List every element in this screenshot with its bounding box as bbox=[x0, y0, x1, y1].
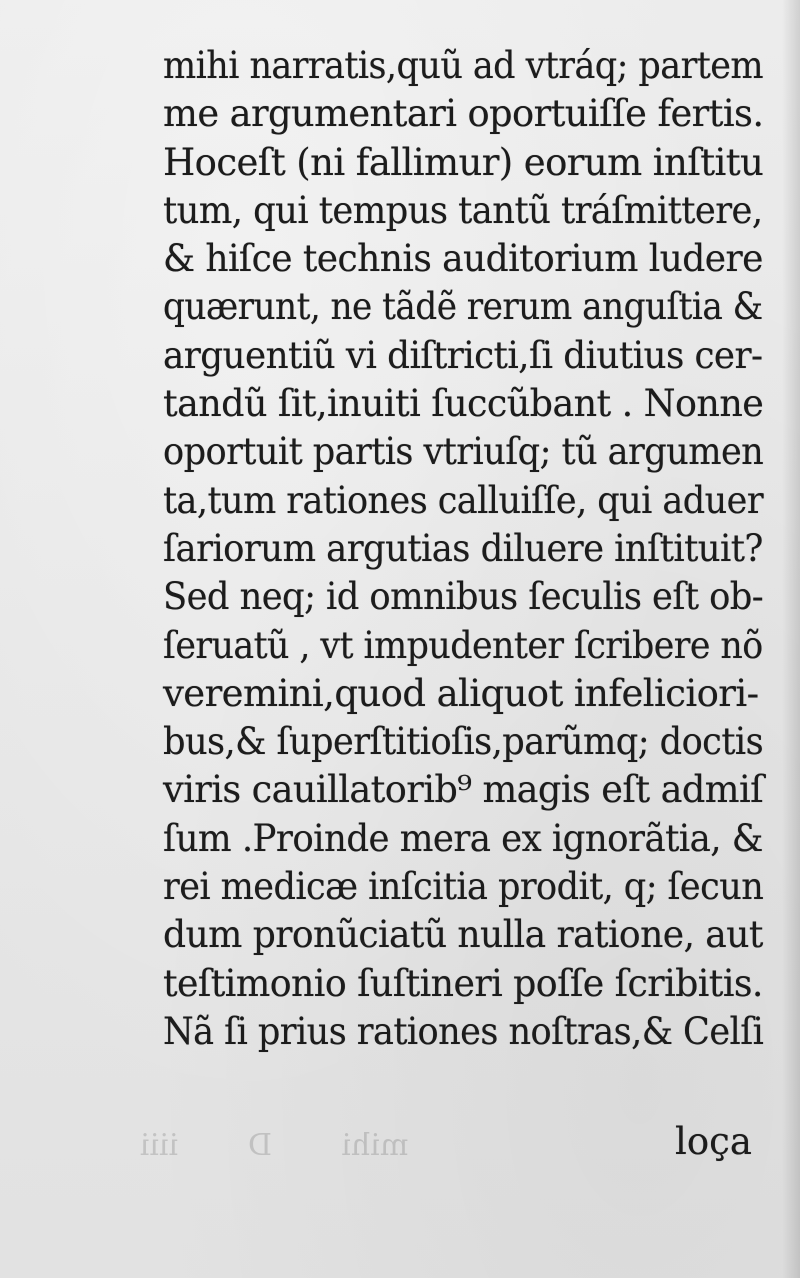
text-line: bus,& ſuperſtitioſis,parũmq; doctis bbox=[163, 720, 764, 764]
text-line: ſeruatũ , vt impudenter ſcribere nõ bbox=[163, 623, 763, 667]
text-line: quærunt, ne tãdẽ rerum anguſtia & bbox=[163, 285, 763, 329]
page-edge-shadow bbox=[782, 0, 800, 1278]
text-line: me argumentari oportuiſſe fertis. bbox=[163, 92, 764, 136]
text-line: dum pronũciatũ nulla ratione, aut bbox=[163, 913, 763, 957]
text-line: Nã ſi prius rationes noſtras,& Celſi bbox=[163, 1009, 764, 1053]
text-line: arguentiũ vi diſtricti,ſi diutius cer- bbox=[163, 333, 763, 377]
text-line: ta,tum rationes calluiſſe, qui aduer bbox=[163, 478, 764, 522]
text-line: viris cauillatorib⁹ magis eſt admiſ bbox=[163, 768, 764, 812]
text-line: rei medicæ inſcitia prodit, q; ſecun bbox=[163, 865, 764, 909]
text-line: teſtimonio ſuſtineri poſſe ſcribitis. bbox=[163, 961, 763, 1005]
show-through-text: mihi D iiii bbox=[140, 1128, 409, 1163]
text-line: tandũ ſit,inuiti ſuccũbant . Nonne bbox=[163, 382, 764, 426]
catchword: loça bbox=[675, 1120, 752, 1163]
text-line: ſariorum argutias diluere inſtituit? bbox=[163, 526, 763, 570]
text-line: oportuit partis vtriuſq; tũ argumen bbox=[163, 430, 764, 474]
text-line: ſum .Proinde mera ex ignorãtia, & bbox=[163, 816, 763, 860]
body-text bbox=[163, 42, 763, 1056]
text-line: Hoceſt (ni fallimur) eorum inſtitu bbox=[163, 140, 764, 184]
text-line: mihi narratis,quũ ad vtráq; partem bbox=[163, 44, 764, 87]
text-line: tum, qui tempus tantũ tráſmittere, bbox=[163, 188, 763, 232]
text-line: veremini,quod aliquot infeliciori- bbox=[163, 671, 759, 715]
text-line: Sed neq; id omnibus ſeculis eſt ob- bbox=[163, 575, 764, 619]
text-line: & hiſce technis auditorium ludere bbox=[163, 237, 763, 281]
